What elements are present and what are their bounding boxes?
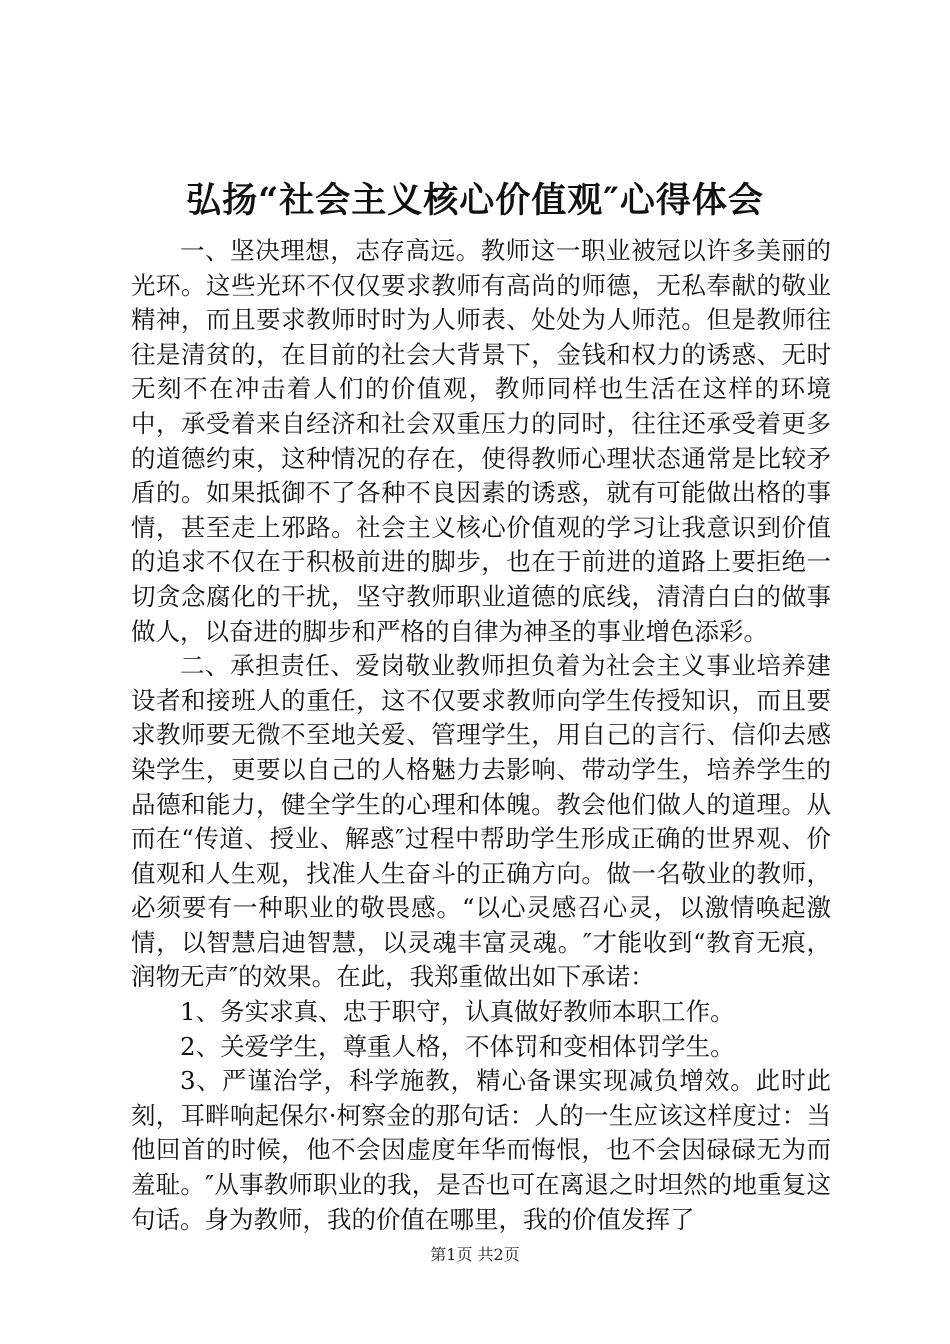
commitment-item-2: 2、关爱学生，尊重人格，不体罚和变相体罚学生。 (180, 1031, 735, 1061)
document-body (131, 234, 831, 1237)
paragraph-1: 一、坚决理想，志存高远。教师这一职业被冠以许多美丽的光环。这些光环不仅仅要求教师有高尚的师德，无私奉献的敬业精神，而且要求教师时时为人师表、处处为人师范。但是教师往往是清贫的，在目前的社会大背景下，金钱和权力的诱惑、无时无刻不在冲击着人们的价值观，教师同样也生活在这样的环境中，承受着来自经济和社会双重压力的同时，往往还承受着更多的道德约束，这种情况的存在，使得教师心理状态通常是比较矛盾的。如果抵御不了各种不良因素的诱惑，就有可能做出格的事情，甚至走上邪路。社会主义核心价值观的学习让我意识到价值的追求不仅在于积极前进的脚步，也在于前进的道路上要拒绝一切贪念腐化的干扰，坚守教师职业道德的底线，清清白白的做事做人，以奋进的脚步和严格的自律为神圣的事业增色添彩。 (131, 236, 831, 646)
paragraph-2: 二、承担责任、爱岗敬业教师担负着为社会主义事业培养建设者和接班人的重任，这不仅要求教师向学生传授知识，而且要求教师要无微不至地关爱、管理学生，用自己的言行、信仰去感染学生，更要以自己的人格魅力去影响、带动学生，培养学生的品德和能力，健全学生的心理和体魄。教会他们做人的道理。从而在“传道、授业、解惑″过程中帮助学生形成正确的世界观、价值观和人生观，找准人生奋斗的正确方向。做一名敬业的教师，必须要有一种职业的敬畏感。“以心灵感召心灵，以激情唤起激情，以智慧启迪智慧，以灵魂丰富灵魂。″才能收到“教育无痕，润物无声″的效果。在此，我郑重做出如下承诺： (131, 651, 831, 992)
commitment-item-1: 1、务实求真、忠于职守，认真做好教师本职工作。 (180, 997, 735, 1027)
page-footer: 第1页 共2页 (430, 1245, 520, 1264)
document-title: 弘扬“社会主义核心价值观″心得体会 (186, 180, 764, 221)
commitment-item-3: 3、严谨治学，科学施教，精心备课实现减负增效。此时此刻，耳畔响起保尔·柯察金的那句话：人的一生应该这样度过：当他回首的时候，他不会因虚度年华而悔恨，也不会因碌碌无为而羞耻。″从事教师职业的我，是否也可在离退之时坦然的地重复这句话。身为教师，我的价值在哪里，我的价值发挥了 (131, 1066, 831, 1234)
